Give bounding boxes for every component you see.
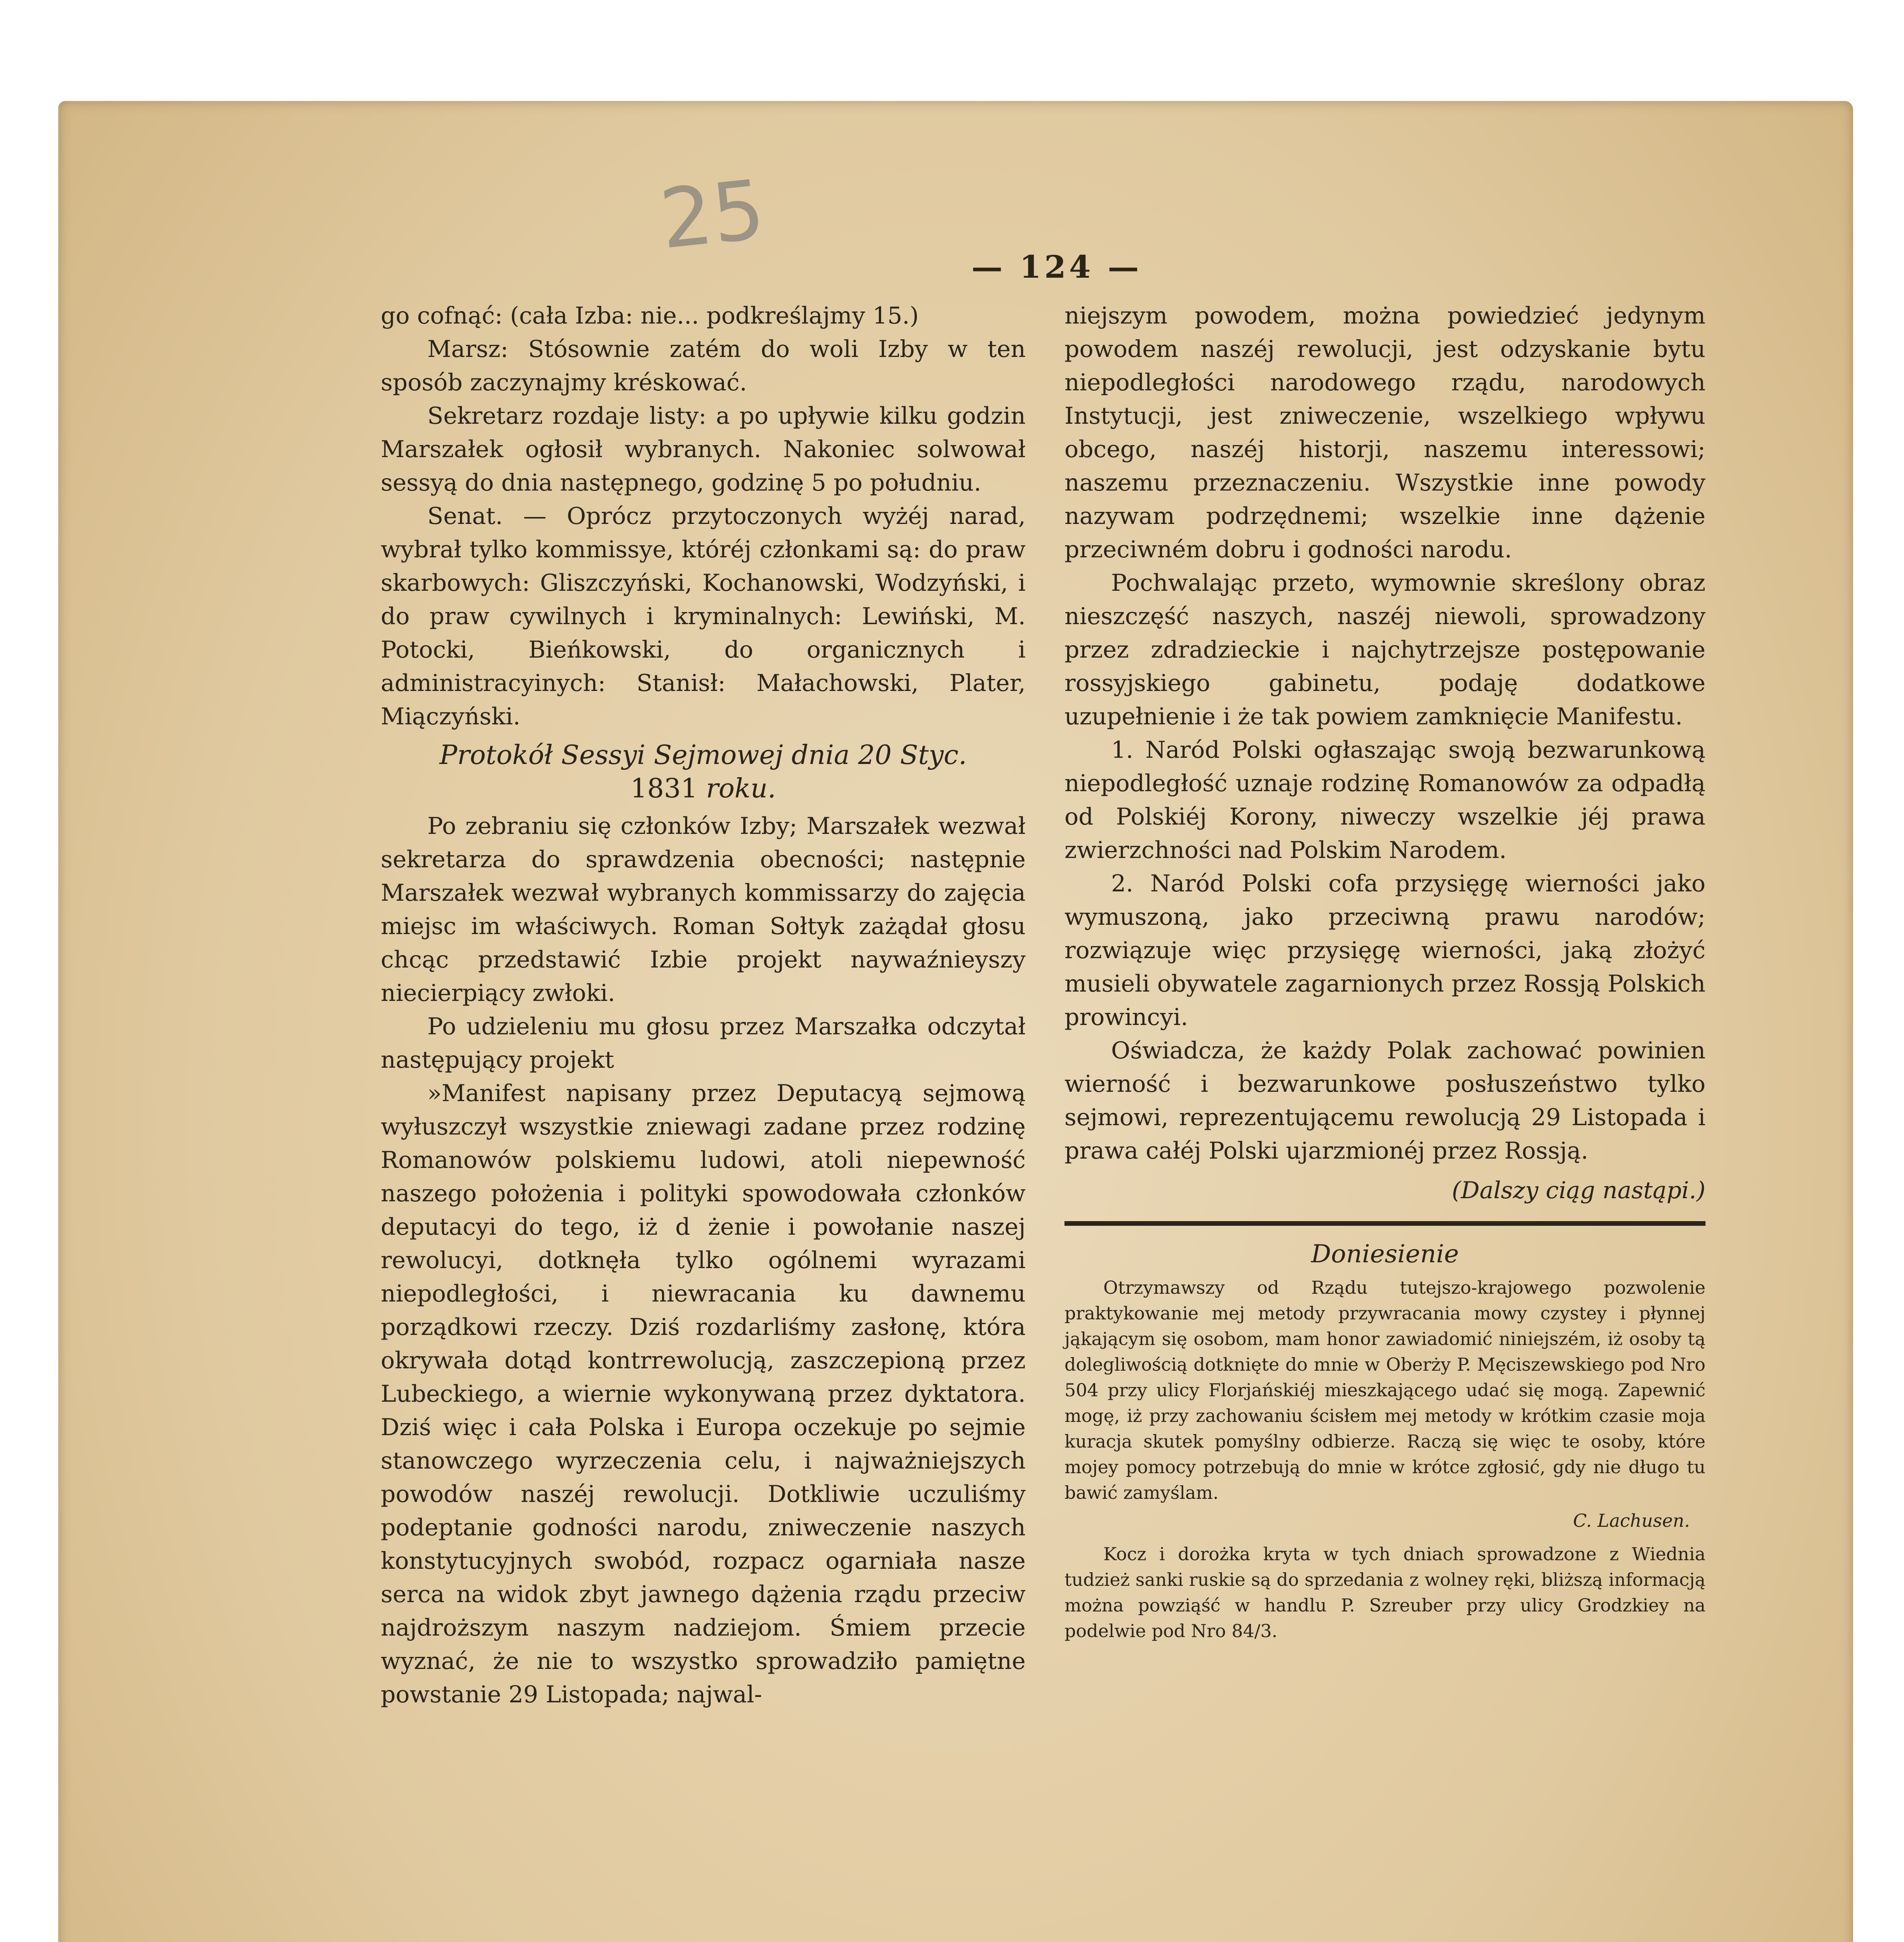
left-paragraph-7: »Manifest napisany przez Deputacyą sejmową wyłuszczył wszystkie zniewagi zadane przez rodzinę Romanowów polskiemu ludowi, atoli niepewność naszego położenia i polityki spowodowała członków deputacyi do tego, iż d żenie i powołanie naszej rewolucyi, dotknęła tylko ogólnemi wyrazami niepodległości, i niewracania ku dawnemu porządkowi rzeczy. Dziś rozdarliśmy zasłonę, która okrywała dotąd kontrrewolucją, zaszczepioną przez Lubeckiego, a wiernie wykonywaną przez dyktatora. Dziś więc i cała Polska i Europa oczekuje po sejmie stanowczego wyrzeczenia celu, i najważniejszych powodów naszéj rewolucji. Dotkliwie uczuliśmy podeptanie godności narodu, zniweczenie naszych konstytucyjnych swobód, rozpacz ogarniała nasze serca na widok zbyt jawnego dążenia rządu przeciw najdroższym naszym nadziejom. Śmiem przecie wyznać, że nie to wszystko sprowadziło pamiętne powstanie 29 Listopada; najwal- — [381, 1080, 1026, 1708]
session-heading-year: 1831 — [630, 773, 698, 804]
left-paragraph-6: Po udzieleniu mu głosu przez Marszałka odczytał następujący projekt — [381, 1013, 1026, 1074]
session-heading-title: Protokół Sessyi Sejmowej dnia 20 Styc. — [439, 740, 967, 771]
left-paragraph-4: Senat. — Oprócz przytoczonych wyżéj narad, wybrał tylko kommissye, któréj członkami są: do praw skarbowych: Gliszczyński, Kochanowski, Wodzyński, i do praw cywilnych i kryminalnych: Lewiński, M. Potocki, Bieńkowski, do organicznych i administracyinych: Stanisł: Małachowski, Plater, Miączyński. — [381, 503, 1026, 730]
left-paragraph-3: Sekretarz rozdaje listy: a po upływie kilku godzin Marszałek ogłosił wybranych. Nakoniec solwował sessyą do dnia następnego, godzinę 5 po południu. — [381, 402, 1026, 496]
pencil-mark: 25 — [655, 162, 769, 268]
notice-paragraph-2: Kocz i dorożka kryta w tych dniach sprowadzone z Wiednia tudzież sanki ruskie są do sprzedania z wolney ręki, bliższą informacją można powziąść w handlu P. Szreuber przy ulicy Grodzkiey na podelwie pod Nro 84/3. — [1064, 1544, 1705, 1641]
right-paragraph-2: Pochwalając przeto, wymownie skreślony obraz nieszczęść naszych, naszéj niewoli, sprowadzony przez zdradzieckie i najchytrzejsze postępowanie rossyjskiego gabinetu, podaję dodatkowe uzupełnienie i że tak powiem zamknięcie Manifestu. — [1064, 569, 1705, 730]
right-paragraph-1: niejszym powodem, można powiedzieć jedynym powodem naszéj rewolucji, jest odzyskanie bytu niepodległości narodowego rządu, narodowych Instytucji, jest zniweczenie, wszelkiego wpływu obcego, naszéj historji, naszemu interessowi; naszemu przeznaczeniu. Wszystkie inne powody nazywam podrzędnemi; wszelkie inne dążenie przeciwném dobru i godności narodu. — [1064, 302, 1705, 563]
right-column — [1064, 299, 1705, 1644]
section-divider — [1064, 1221, 1705, 1226]
left-column — [381, 299, 1026, 1711]
notice-title: Doniesienie — [1311, 1240, 1459, 1269]
notice-paragraph-1: Otrzymawszy od Rządu tutejszo-krajowego pozwolenie praktykowanie mej metody przywracania mowy czystey i płynnej jąkającym się osobom, mam honor zawiadomić niniejszém, iż osoby tą dolegliwością dotknięte do mnie w Oberży P. Męciszewskiego pod Nro 504 przy ulicy Florjańskiéj mieszkającego udać się mogą. Zapewnić mogę, iż przy zachowaniu ścisłem mej metody w krótkim czasie moja kuracja skutek pomyślny odbierze. Raczą się więc te osoby, które mojey pomocy potrzebują do mnie w krótce zgłosić, gdy nie długo tu bawić zamyślam. — [1064, 1277, 1705, 1503]
session-heading-roku: roku. — [706, 773, 776, 804]
session-heading — [381, 739, 1026, 806]
notice-block — [1064, 1275, 1705, 1644]
left-paragraph-2: Marsz: Stósownie zatém do woli Izby w ten sposób zaczynajmy kréskować. — [381, 336, 1026, 396]
page-number: — 124 — — [971, 249, 1142, 285]
left-paragraph-5: Po zebraniu się członków Izby; Marszałek wezwał sekretarza do sprawdzenia obecności; następnie Marszałek wezwał wybranych kommissarzy do zajęcia miejsc im właściwych. Roman Sołtyk zażądał głosu chcąc przedstawić Izbie projekt naywaźnieyszy niecierpiący zwłoki. — [381, 813, 1026, 1007]
right-paragraph-4: 2. Naród Polski cofa przysięgę wierności jako wymuszoną, jako przeciwną prawu narodów; rozwiązuje więc przysięgę wierności, jaką złożyć musieli obywatele zagarnionych przez Rossją Polskich prowincyi. — [1064, 870, 1705, 1031]
right-paragraph-3: 1. Naród Polski ogłaszając swoją bezwarunkową niepodległość uznaje rodzinę Romanowów za odpadłą od Polskiéj Korony, niweczy wszelkie jéj prawa zwierzchności nad Polskim Narodem. — [1064, 736, 1705, 864]
right-paragraph-5: Oświadcza, że każdy Polak zachować powinien wierność i bezwarunkowe posłuszeństwo tylko sejmowi, reprezentującemu rewolucją 29 Listopada i prawa całéj Polski ujarzmionéj przez Rossją. — [1064, 1037, 1705, 1164]
continued-note: (Dalszy ciąg nastąpi.) — [1451, 1177, 1705, 1204]
notice-signature: C. Lachusen. — [1573, 1510, 1690, 1531]
left-paragraph-1: go cofnąć: (cała Izba: nie... podkreślajmy 15.) — [381, 302, 919, 329]
